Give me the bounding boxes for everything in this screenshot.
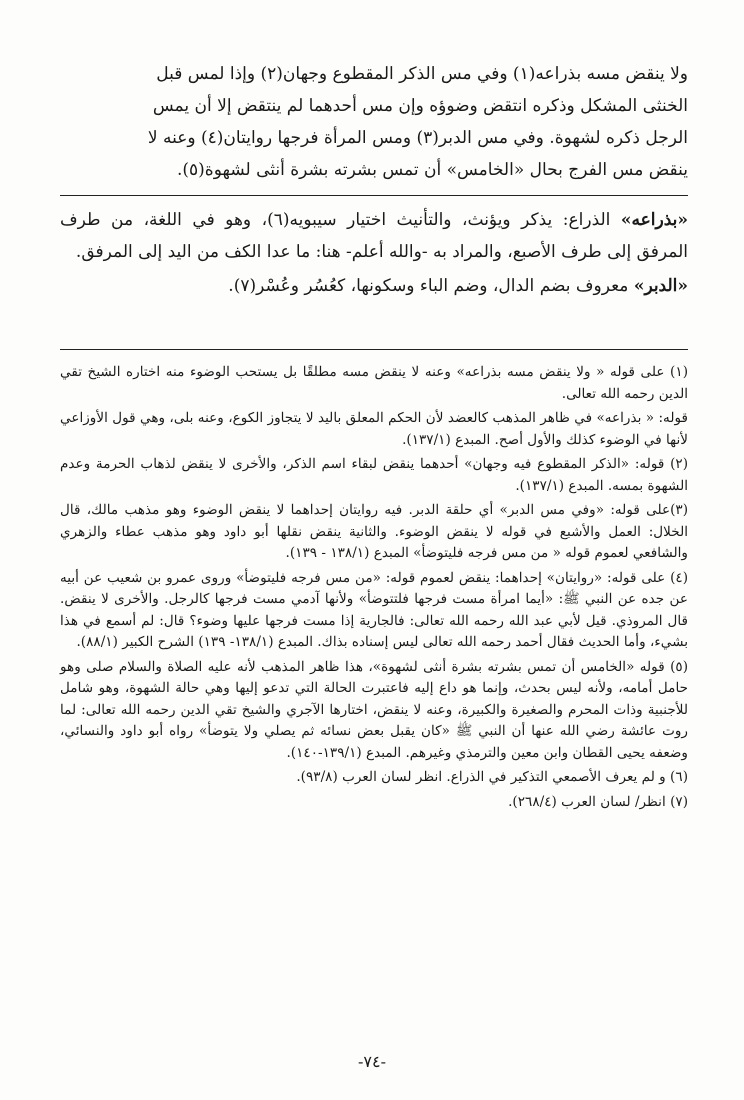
page-number: -٧٤-	[358, 1052, 386, 1071]
footnote: (٢) قوله: «الذكر المقطوع فيه وجهان» أحدهما ينقض لبقاء اسم الذكر، والأخرى لا ينقض لذهاب الحرمة وعدم الشهوة بمسه. المبدع (١٣٧/١).	[60, 456, 688, 494]
footnote: قوله: « بذراعه» في ظاهر المذهب كالعضد لأن الحكم المعلق باليد لا يتجاوز الكوع، وعنه بلى، وهي قول الأوزاعي لأنها في الوضوء كذلك والأول أصح. المبدع (١٣٧/١).	[60, 410, 688, 448]
footnote: (١) على قوله « ولا ينقض مسه بذراعه» وعنه لا ينقض مسه مطلقًا بل يستحب الوضوء منه اختاره الشيخ تقي الدين رحمه الله تعالى.	[60, 364, 688, 402]
gloss-entry	[60, 270, 688, 302]
main-text	[60, 58, 688, 186]
footnote: (٧) انظر/ لسان العرب (٢٦٨/٤).	[508, 793, 688, 810]
footnote: (٤) على قوله: «روايتان» إحداهما: ينقض لعموم قوله: «من مس فرجه فليتوضأ» وروى عمرو بن شعيب عن أبيه عن جده عن النبي ﷺ: «أيما امرأة مست فرجها فلتتوضأ» ولأنها آدمي مست فرجها كالرجل. والأخرى لا ينقض. قال المروذي. قيل لأبي عبد الله رحمه الله تعالى: فالجارية إذا مست فرجها عليها وضوء؟ قال: لم أسمع في هذا بشيء، وأما الحديث فقال أحمد رحمه الله تعالى ليس إسناده بذاك. المبدع (١٣٨/١- ١٣٩) الشرح الكبير (٨٨/١).	[60, 569, 688, 650]
gloss-headword: «الدبر»	[633, 276, 688, 296]
footnotes-section	[60, 362, 688, 816]
footnote: (٥) قوله «الخامس أن تمس بشرته بشرة أنثى لشهوة»، هذا ظاهر المذهب لأنه عليه الصلاة والسلام صلى وهو حامل أمامه، ولأنه ليس بحدث، وإنما هو داع إليه فاعتبرت الحالة التي تدعو إليها وهي حالة الشهوة، وهو شامل للأجنبية وذات المحرم والصغيرة والكبيرة، وعنه لا ينقض، اختارها الآجري والشيخ تقي الدين رحمه الله تعالى: لما روت عائشة رضي الله عنها أن النبي ﷺ «كان يقبل بعض نسائه ثم يصلي ولا يتوضأ» رواه أبو داود والنسائي، وضعفه يحيى القطان وابن معين والترمذي وغيرهم. المبدع (١٣٩/١-١٤٠).	[60, 658, 688, 761]
gloss-text: معروف بضم الدال، وضم الباء وسكونها، كعُسُر وعُسْر(٧).	[228, 276, 634, 296]
divider-main	[60, 195, 688, 196]
footnote: (٦) و لم يعرف الأصمعي التذكير في الذراع. انظر لسان العرب (٩٣/٨).	[296, 769, 688, 785]
gloss-headword: «بذراعه»	[620, 210, 688, 230]
gloss-section	[60, 204, 688, 302]
main-line: الخنثى المشكل وذكره انتقض وضوؤه وإن مس أحدهما لم ينتقض إلا أن يمس	[152, 96, 688, 116]
page-body	[60, 58, 688, 186]
divider-footnotes	[60, 349, 688, 350]
gloss-text: الذراع: يذكر ويؤنث، والتأنيث اختيار سيبويه(٦)، وهو في اللغة، من طرف المرفق إلى طرف الأصبع، والمراد به -والله أعلم- هنا: ما عدا الكف من اليد إلى المرفق.	[60, 210, 688, 262]
gloss-entry	[60, 204, 688, 268]
main-line: الرجل ذكره لشهوة. وفي مس الدبر(٣) ومس المرأة فرجها روايتان(٤) وعنه لا	[147, 128, 688, 148]
main-line: ولا ينقض مسه بذراعه(١) وفي مس الذكر المقطوع وجهان(٢) وإذا لمس قبل	[156, 64, 688, 84]
main-line: ينقض مس الفرج بحال «الخامس» أن تمس بشرته بشرة أنثى لشهوة(٥).	[176, 160, 688, 180]
footnote: (٣)على قوله: «وفي مس الدبر» أي حلقة الدبر. فيه روايتان إحداهما لا ينقض الوضوء وهو مذهب مالك، قال الخلال: العمل والأشبع في قوله لا ينقض الوضوء. والثانية ينقض نقلها أبو داود وهو مذهب عطاء والزهري والشافعي لعموم قوله « من مس فرجه فليتوضأ» المبدع (١٣٨/١ - ١٣٩).	[60, 502, 688, 561]
